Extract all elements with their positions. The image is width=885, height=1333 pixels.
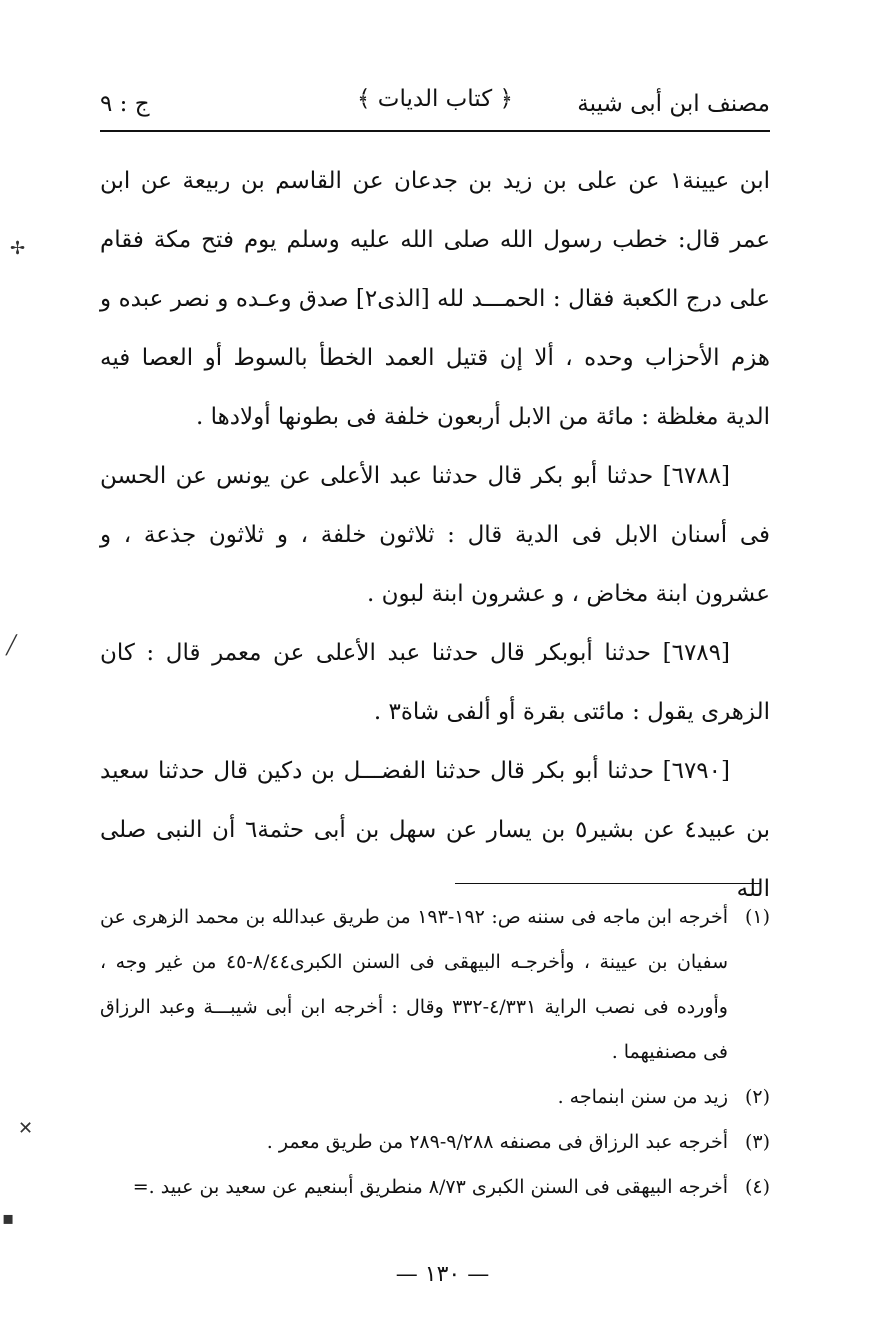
paragraph: [٦٧٨٩] حدثنا أبوبكر قال حدثنا عبد الأعلى عن معمر قال : كان الزهرى يقول : مائتى بقرة أو ألفى شاة٣ . bbox=[100, 640, 770, 725]
footnote-text: أخرجه عبد الرزاق فى مصنفه ٩/٢٨٨-٢٨٩ من طريق معمر . bbox=[266, 1131, 728, 1153]
book-title: مصنف ابن أبى شيبة bbox=[577, 91, 770, 117]
running-header bbox=[100, 78, 770, 132]
paragraph: ابن عيينة١ عن على بن زيد بن جدعان عن القاسم بن ربيعة عن ابن عمر قال: خطب رسول الله صلى الله عليه وسلم يوم فتح مكة فقام على درج الكعبة فقال : الحمـــد لله [الذى٢] صدق وعـده و نصر عبده و هزم الأحزاب وحده ، ألا إن قتيل العمد الخطأ بالسوط أو العصا فيه الدية مغلظة : مائة من الابل أربعون خلفة فى بطونها أولادها . bbox=[100, 168, 770, 430]
margin-mark-icon: ✢ bbox=[10, 238, 26, 259]
footnote-text: أخرجه ابن ماجه فى سننه ص: ١٩٢-١٩٣ من طريق عبدالله بن محمد الزهرى عن سفيان بن عيينة ، وأخرجـه البيهقى فى السنن الكبرى٨/٤٤-٤٥ من غير وجه ، وأورده فى نصب الراية ٤/٣٣١-٣٣٢ وقال : أخرجه ابن أبى شيبـــة وعبد الرزاق فى مصنفيهما . bbox=[100, 906, 729, 1063]
margin-mark-icon: ▪ bbox=[2, 1208, 15, 1229]
footnote-number: (٤) bbox=[744, 1176, 770, 1198]
footnote-separator bbox=[455, 883, 760, 884]
footnotes bbox=[100, 895, 770, 1210]
paragraph: [٦٧٩٠] حدثنا أبو بكر قال حدثنا الفضـــل بن دكين قال حدثنا سعيد بن عبيد٤ عن بشير٥ بن يسار عن سهل بن أبى حثمة٦ أن النبى صلى الله bbox=[100, 758, 770, 902]
footnote-number: (١) bbox=[744, 906, 770, 928]
paragraph: [٦٧٨٨] حدثنا أبو بكر قال حدثنا عبد الأعلى عن يونس عن الحسن فى أسنان الابل فى الدية قال : ثلاثون خلفة ، و ثلاثون جذعة ، و عشرون ابنة مخاض ، و عشرون ابنة لبون . bbox=[100, 463, 770, 607]
footnote bbox=[100, 895, 770, 1075]
footnote-number: (٣) bbox=[744, 1131, 770, 1153]
footnote bbox=[100, 1120, 770, 1165]
margin-mark-icon: ╱ bbox=[6, 635, 17, 656]
volume-label: ج : ٩ bbox=[100, 91, 150, 117]
page-number: — ١٣٠ — bbox=[395, 1262, 490, 1287]
section-title: ﴿ كتاب الديات ﴾ bbox=[357, 86, 513, 112]
footnote-text: زيد من سنن ابنماجه . bbox=[557, 1086, 728, 1108]
footnote-number: (٢) bbox=[744, 1086, 770, 1108]
main-text bbox=[100, 152, 770, 919]
margin-mark-icon: ✕ bbox=[18, 1118, 34, 1139]
footnote-text: أخرجه البيهقى فى السنن الكبرى ٨/٧٣ منطريق أبىنعيم عن سعيد بن عبيد .= bbox=[132, 1176, 728, 1198]
footnote bbox=[100, 1165, 770, 1210]
footnote bbox=[100, 1075, 770, 1120]
